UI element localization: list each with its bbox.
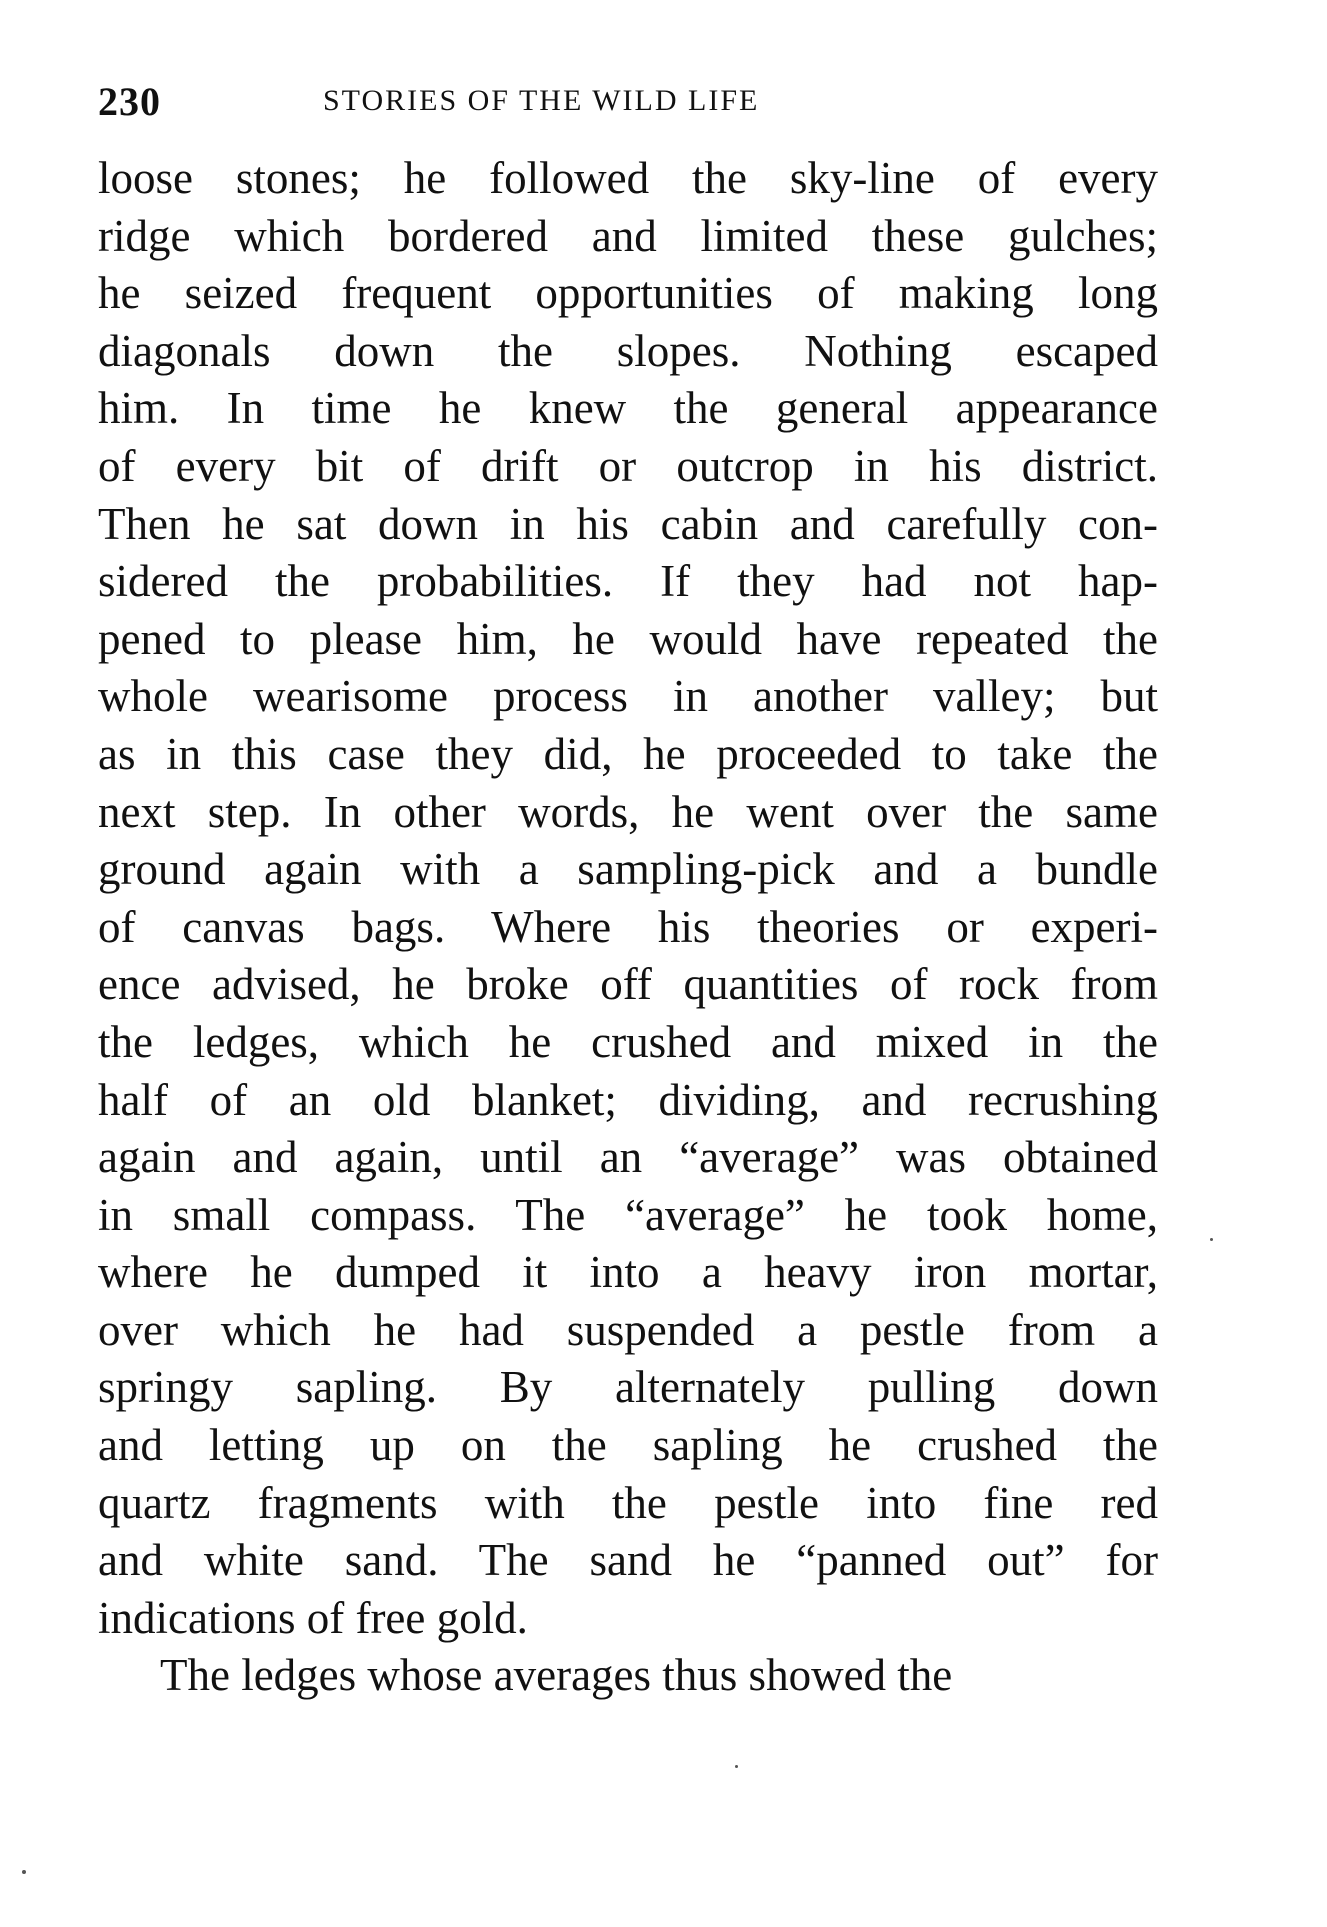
text-line: the ledges, which he crushed and mixed in the [98, 1016, 1158, 1067]
text-line: ridge which bordered and limited these gulches; [98, 210, 1158, 261]
text-line: him. In time he knew the general appearance [98, 383, 1158, 434]
print-speck [22, 1870, 26, 1874]
page-number: 230 [98, 79, 161, 124]
text-line: ground again with a sampling-pick and a bundle [98, 844, 1158, 895]
text-line: over which he had suspended a pestle from a [98, 1304, 1158, 1355]
text-line: as in this case they did, he proceeded to take the [98, 728, 1158, 779]
text-line: and white sand. The sand he “panned out” for [98, 1535, 1158, 1586]
text-line: Then he sat down in his cabin and carefully con- [98, 498, 1158, 549]
text-line: where he dumped it into a heavy iron mortar, [98, 1247, 1158, 1298]
print-speck [735, 1765, 738, 1768]
text-line: of canvas bags. Where his theories or experi- [98, 901, 1158, 952]
body-text [98, 150, 1158, 1705]
text-line: ence advised, he broke off quantities of rock from [98, 959, 1158, 1010]
text-line: pened to please him, he would have repeated the [98, 613, 1158, 664]
text-line: whole wearisome process in another valley; but [98, 671, 1158, 722]
text-line: next step. In other words, he went over the same [98, 786, 1158, 837]
text-line: and letting up on the sapling he crushed the [98, 1420, 1158, 1471]
text-line: quartz fragments with the pestle into fine red [98, 1477, 1158, 1528]
text-line: he seized frequent opportunities of making long [98, 268, 1158, 319]
text-line: indications of free gold. [98, 1592, 528, 1643]
text-line: diagonals down the slopes. Nothing escaped [98, 325, 1158, 376]
text-line: half of an old blanket; dividing, and recrushing [98, 1074, 1158, 1125]
paragraph-start-line: The ledges whose averages thus showed the [160, 1650, 953, 1701]
text-line: sidered the probabilities. If they had not hap- [98, 556, 1158, 607]
text-line: in small compass. The “average” he took home, [98, 1189, 1158, 1240]
running-head [98, 78, 1158, 128]
text-line: again and again, until an “average” was obtained [98, 1132, 1158, 1183]
running-title: STORIES OF THE WILD LIFE [323, 84, 760, 117]
print-speck [1210, 1238, 1213, 1241]
text-line: springy sapling. By alternately pulling down [98, 1362, 1158, 1413]
text-line: of every bit of drift or outcrop in his district. [98, 440, 1158, 491]
text-line: loose stones; he followed the sky-line of every [98, 153, 1158, 203]
